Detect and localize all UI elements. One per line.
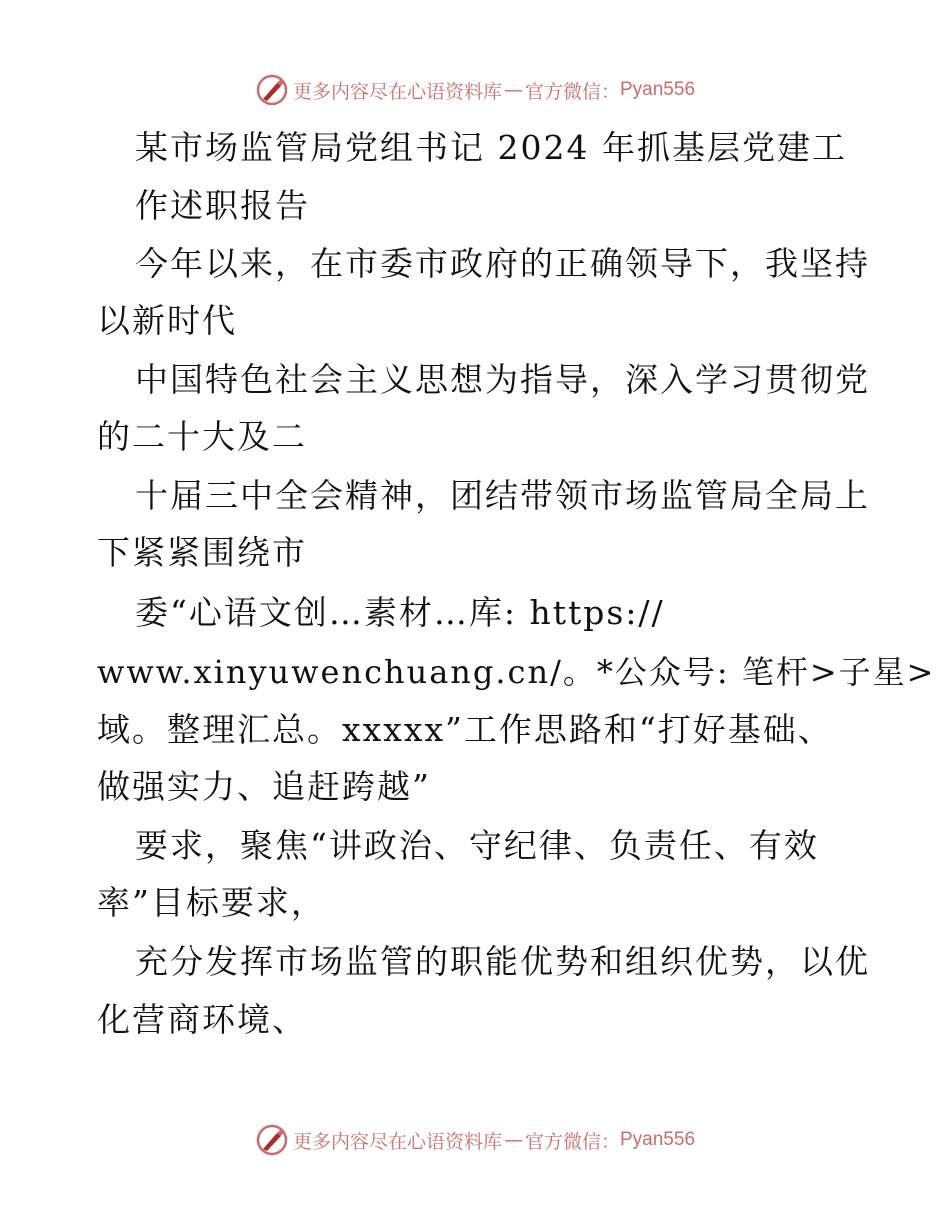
text-line: 率”目标要求， <box>97 883 326 922</box>
text-line: 中国特色社会主义思想为指导，深入学习贯彻党 <box>135 360 870 399</box>
text-line: 做强实力、追赶跨越” <box>97 767 431 806</box>
banner-wechat-label: 官方微信： <box>524 1130 620 1153</box>
title-line-1: 某市场监管局党组书记 2024 年抓基层党建工 <box>135 128 847 167</box>
banner-main-text: 更多内容尽在心语资料库 <box>292 1130 502 1153</box>
title-line-2: 作述职报告 <box>135 186 310 225</box>
banner-wechat-id: Pyan556 <box>620 1129 696 1150</box>
text-line: 的二十大及二 <box>97 417 307 456</box>
pen-logo-icon <box>255 73 289 107</box>
text-line: 今年以来，在市委市政府的正确领导下，我坚持 <box>135 244 870 283</box>
text-line: 委“心语文创…素材…库: https:// <box>135 593 665 632</box>
text-line: www.xinyuwenchuang.cn/。*公众号: 笔杆>子星> <box>97 653 936 691</box>
text-line: 十届三中全会精神，团结带领市场监管局全局上 <box>135 476 870 515</box>
banner-separator: — <box>503 1129 523 1151</box>
text-line: 域。整理汇总。xxxxx”工作思路和“打好基础、 <box>97 710 833 749</box>
text-line: 要求，聚焦“讲政治、守纪律、负责任、有效 <box>135 826 819 865</box>
pen-logo-icon <box>255 1123 289 1157</box>
text-line: 以新时代 <box>97 301 237 340</box>
text-line: 化营商环境、 <box>97 1000 307 1039</box>
banner-main-text: 更多内容尽在心语资料库 <box>292 80 502 103</box>
banner-separator: — <box>503 79 523 101</box>
header-watermark-banner <box>0 70 950 110</box>
banner-wechat-label: 官方微信： <box>524 80 620 103</box>
text-line: 充分发挥市场监管的职能优势和组织优势，以优 <box>135 942 870 981</box>
banner-wechat-id: Pyan556 <box>620 79 696 100</box>
text-line: 下紧紧围绕市 <box>97 533 307 572</box>
footer-watermark-banner <box>0 1120 950 1160</box>
